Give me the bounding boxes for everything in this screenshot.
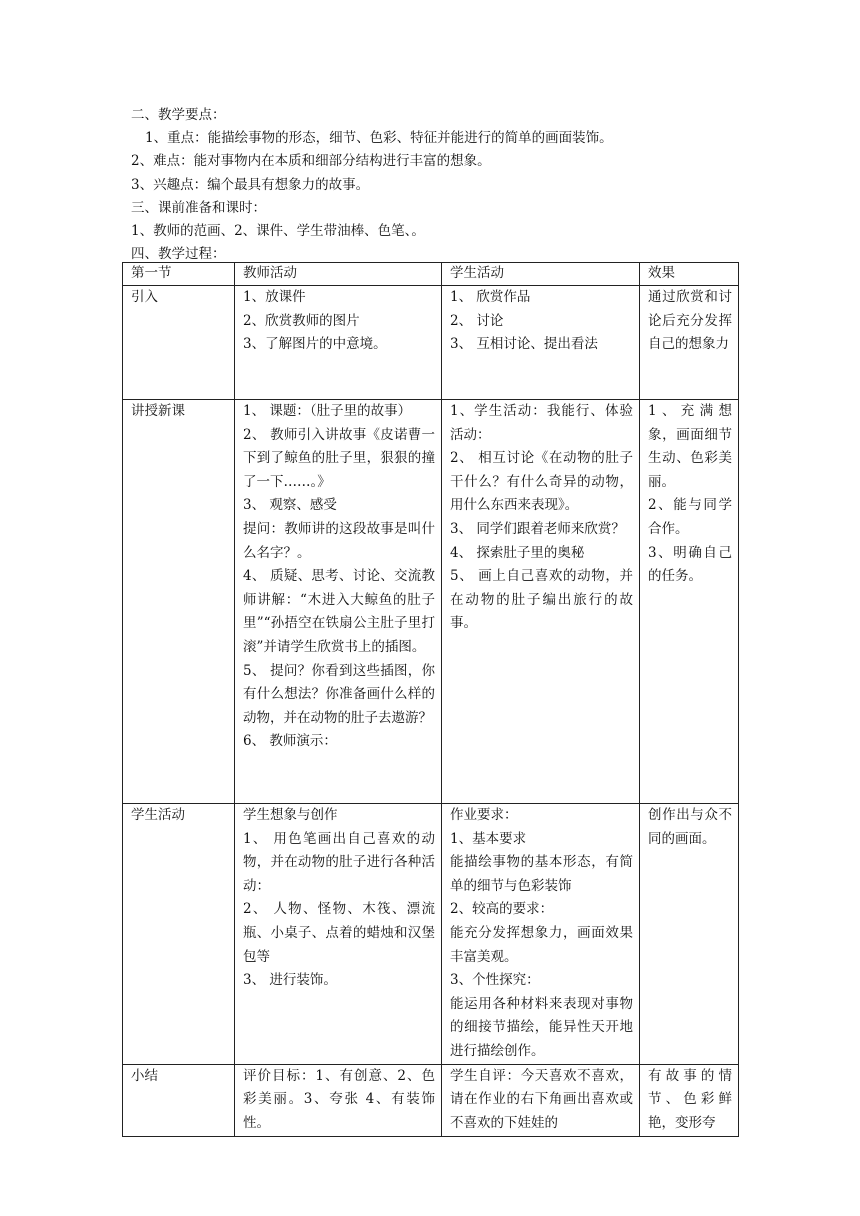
cell-line: 1、充满想象，画面细节生动、色彩美丽。: [648, 403, 732, 490]
table-row: [123, 400, 739, 804]
key-point-interest: 3、兴趣点：编个最具有想象力的故事。: [131, 176, 370, 193]
cell-line: 3、 互相讨论、提出看法: [450, 336, 598, 353]
header-student-activity: 学生活动: [442, 263, 640, 286]
header-effect: 效果: [640, 263, 739, 286]
student-activity-cell: [442, 804, 640, 1065]
stage-cell: 引入: [123, 286, 235, 400]
key-point-difficulty: 2、难点：能对事物内在本质和细部分结构进行丰富的想象。: [131, 153, 491, 170]
cell-line: 作业要求：: [450, 807, 518, 823]
cell-line: 能描绘事物的基本形态，有简单的细节与色彩装饰: [450, 854, 633, 894]
cell-line: 2、 讨论: [450, 312, 504, 329]
cell-line: 提问：教师讲的这段故事是叫什么名字？。: [243, 520, 435, 561]
teacher-activity-cell: [235, 1064, 442, 1136]
cell-line: 能运用各种材料来表现对事物的细接节描绘，能异性天开地进行描绘创作。: [450, 995, 633, 1059]
cell-line: 1、 用色笔画出自己喜欢的动物，并在动物的肚子进行各种活动：: [243, 830, 435, 894]
cell-line: 2、 人物、怪物、木筏、漂流瓶、小桌子、点着的蜡烛和汉堡包等: [243, 901, 435, 965]
table-row: [123, 804, 739, 1065]
cell-line: 3、 进行装饰。: [243, 972, 337, 989]
header-section: 第一节: [123, 263, 235, 286]
cell-line: 3、明确自己的任务。: [648, 544, 732, 585]
cell-line: 创作出与众不同的画面。: [648, 807, 732, 847]
section-heading-preparation: 三、课前准备和课时：: [131, 199, 266, 216]
effect-cell: [640, 804, 739, 1065]
cell-line: 4、 探索肚子里的奥秘: [450, 544, 585, 561]
cell-line: 1、学生活动：我能行、体验活动：: [450, 403, 633, 443]
effect-cell: [640, 1064, 739, 1136]
stage-cell: 小结: [123, 1064, 235, 1136]
cell-line: 5、 画上自己喜欢的动物，并在动物的肚子编出旅行的故事。: [450, 568, 633, 632]
cell-line: 1、基本要求: [450, 830, 527, 847]
cell-line: 1、放课件: [243, 289, 306, 305]
table-row: [123, 286, 739, 400]
cell-line: 2、欣赏教师的图片: [243, 312, 360, 329]
cell-line: 2、较高的要求：: [450, 901, 554, 918]
key-point-focus: 1、重点：能描绘事物的形态，细节、色彩、特征并能进行的简单的画面装饰。: [145, 130, 613, 147]
student-activity-cell: [442, 1064, 640, 1136]
cell-line: 2、 教师引入讲故事《皮诺曹一下到了鲸鱼的肚子里，狠狠的撞了一下……。》: [243, 426, 435, 490]
teacher-activity-cell: [235, 400, 442, 804]
effect-cell: [640, 286, 739, 400]
cell-line: 2、能与同学合作。: [648, 497, 732, 537]
cell-line: 5、 提问？你看到这些插图，你有什么想法？你准备画什么样的动物，并在动物的肚子去遨游？: [243, 662, 435, 726]
cell-line: 能充分发挥想象力，画面效果丰富美观。: [450, 924, 633, 965]
cell-line: 学生想象与创作: [243, 807, 338, 823]
cell-line: 1、 欣赏作品: [450, 289, 531, 305]
header-teacher-activity: 教师活动: [235, 263, 442, 286]
teacher-activity-cell: [235, 804, 442, 1065]
section-heading-key-points: 二、教学要点：: [131, 107, 226, 123]
section-heading-process: 四、教学过程：: [131, 246, 226, 263]
cell-line: 1、 课题：（肚子里的故事）: [243, 403, 412, 419]
cell-line: 通过欣赏和讨论后充分发挥自己的想象力: [648, 289, 732, 353]
lesson-intro: [131, 104, 751, 266]
table-row: [123, 1064, 739, 1136]
cell-line: 4、 质疑、思考、讨论、交流教师讲解：“木进入大鲸鱼的肚子里”“孙捂空在铁扇公主肚子里打滚”并请学生欣赏书上的插图。: [243, 568, 435, 655]
cell-line: 学生自评：今天喜欢不喜欢，请在作业的右下角画出喜欢或不喜欢的下娃娃的: [450, 1067, 633, 1131]
cell-line: 6、 教师演示：: [243, 733, 337, 750]
cell-line: 3、 观察、感受: [243, 497, 337, 514]
cell-line: 2、 相互讨论《在动物的肚子干什么？有什么奇异的动物，用什么东西来表现》。: [450, 450, 633, 514]
stage-cell: 讲授新课: [123, 400, 235, 804]
table-header-row: [123, 263, 739, 286]
effect-cell: [640, 400, 739, 804]
student-activity-cell: [442, 400, 640, 804]
student-activity-cell: [442, 286, 640, 400]
stage-cell: 学生活动: [123, 804, 235, 1065]
cell-line: 3、个性探究：: [450, 972, 540, 989]
cell-line: 3、了解图片的中意境。: [243, 336, 387, 353]
teacher-activity-cell: [235, 286, 442, 400]
cell-line: 有故事的情节、色彩鲜艳，变形夸: [648, 1067, 732, 1131]
cell-line: 3、 同学们跟着老师来欣赏？: [450, 520, 625, 537]
cell-line: 评价目标：1、有创意、2、色彩美丽。3、夸张 4、有装饰性。: [243, 1067, 435, 1131]
lesson-process-table: [122, 262, 739, 1137]
preparation-materials: 1、教师的范画、2、课件、学生带油棒、色笔、。: [131, 222, 425, 239]
